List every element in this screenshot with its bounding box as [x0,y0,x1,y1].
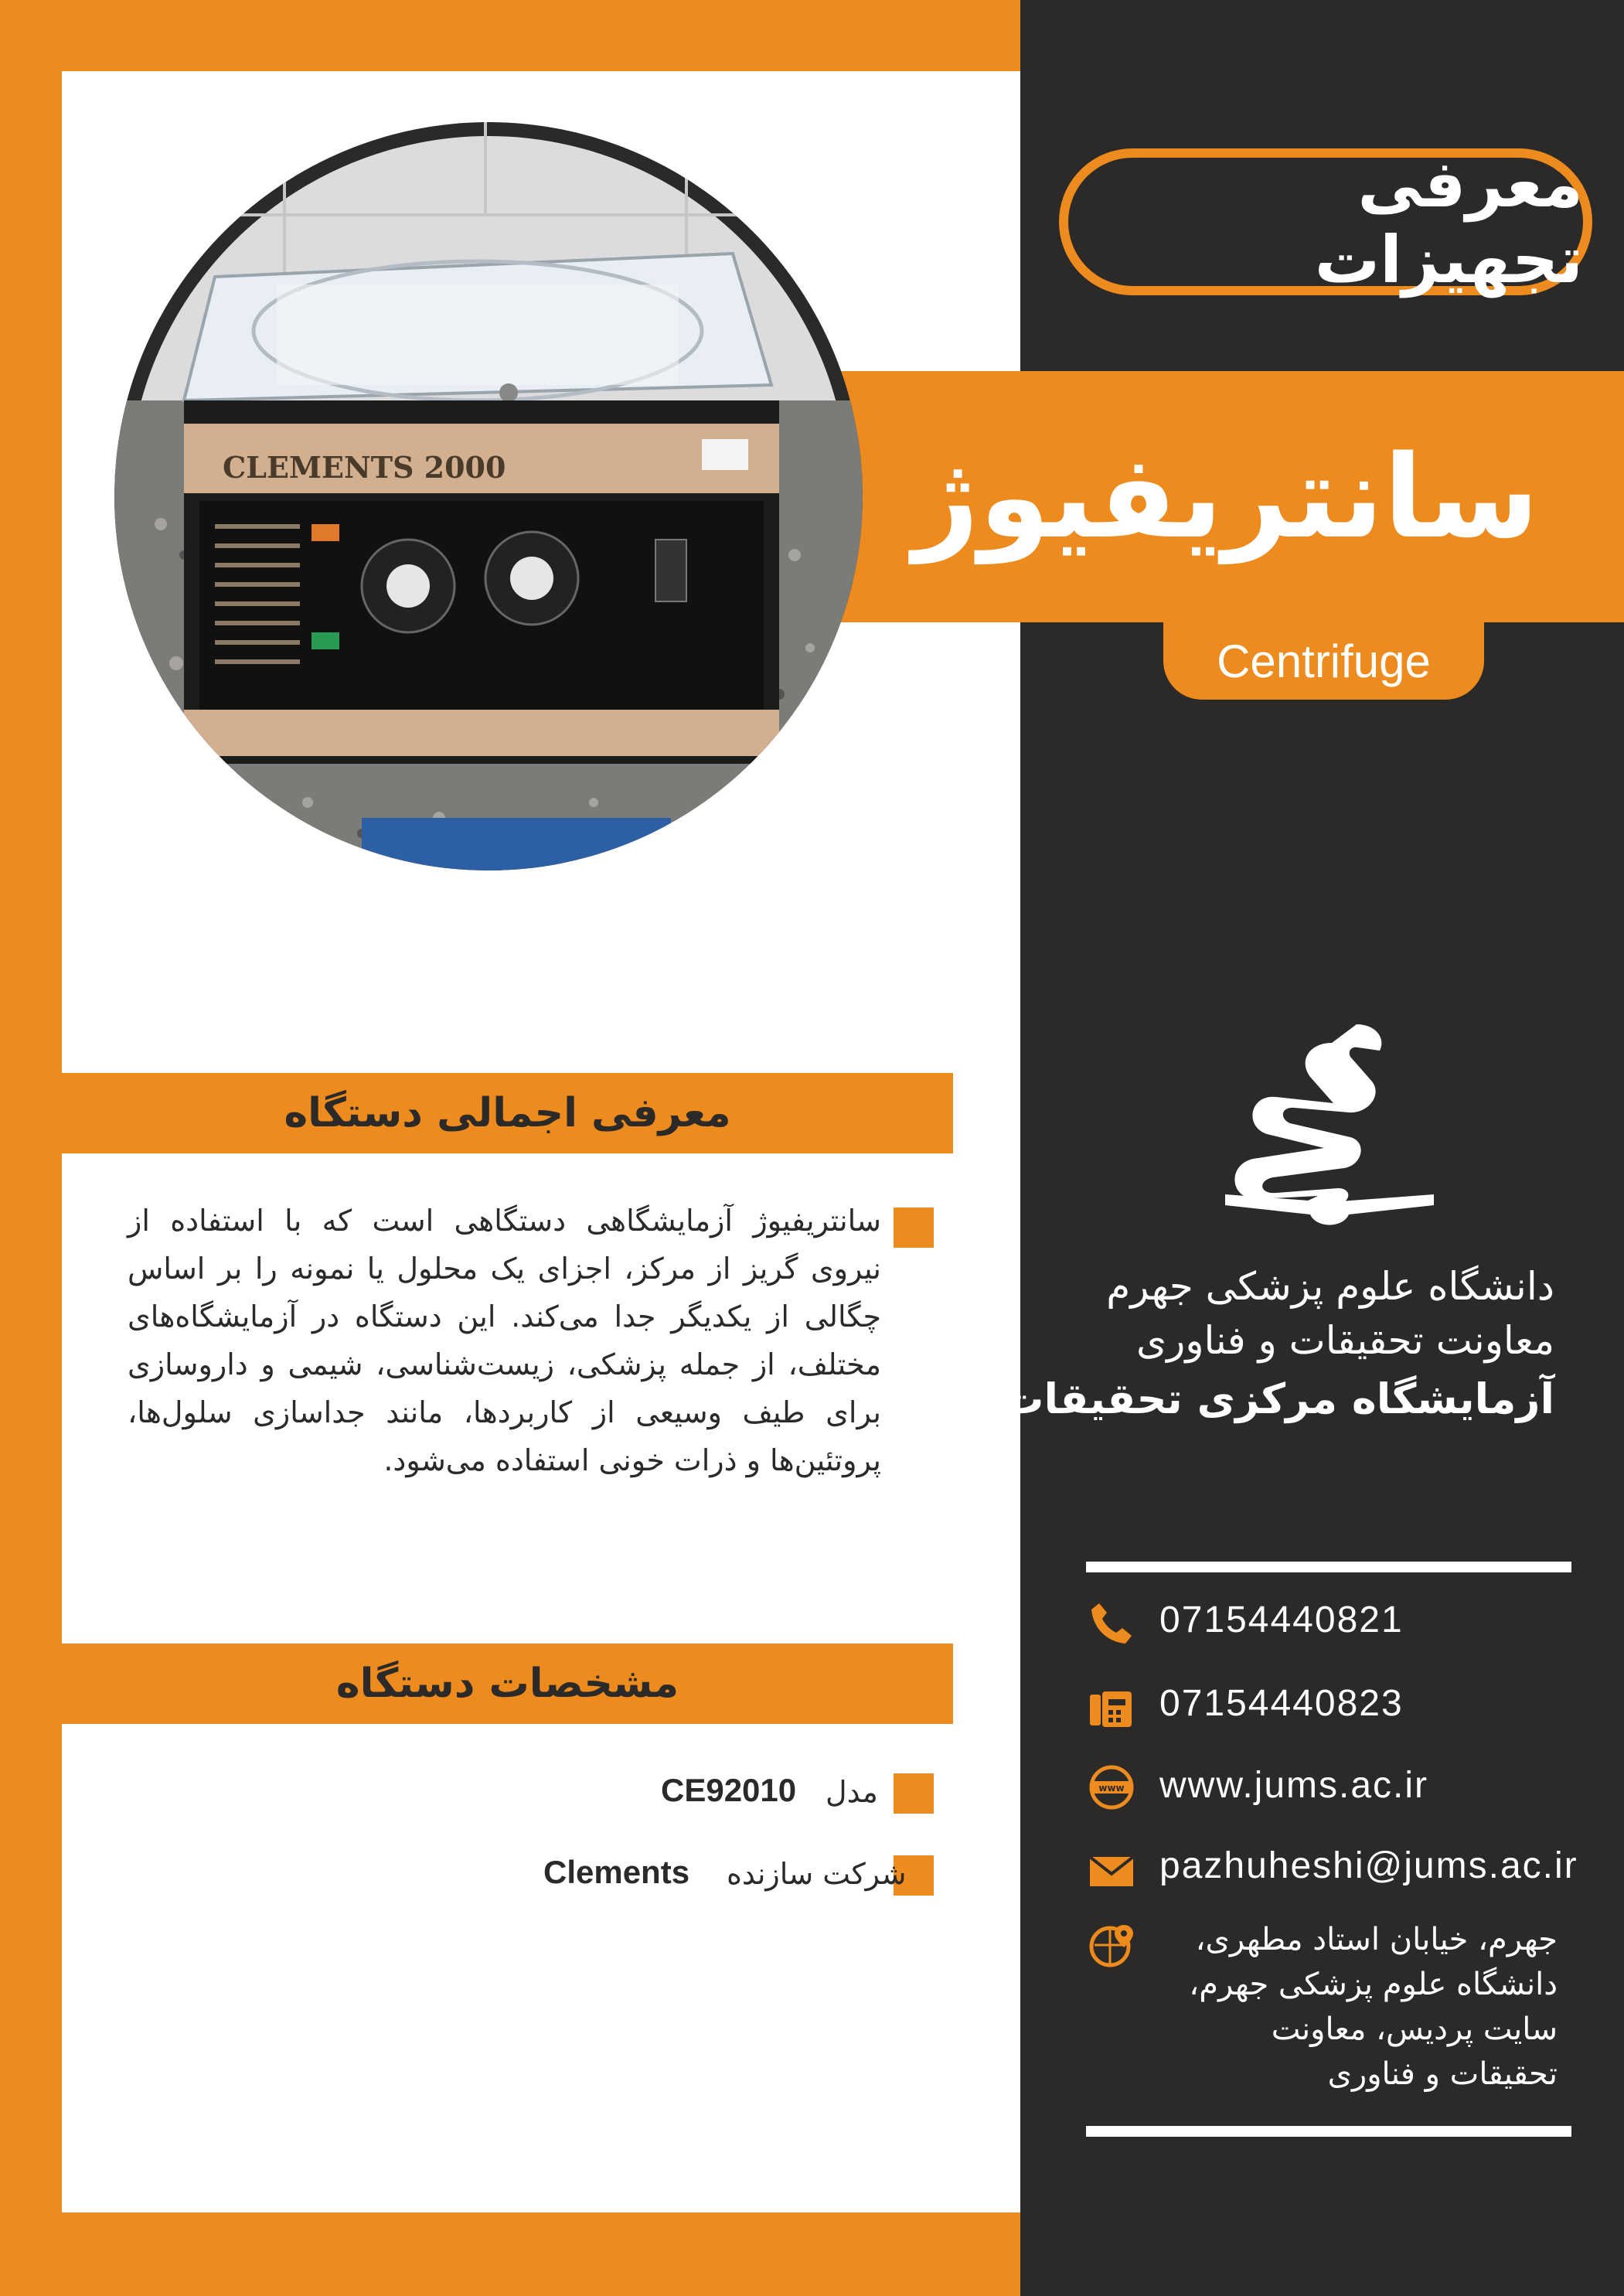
location-icon [1088,1922,1135,1968]
university-name: دانشگاه علوم پزشکی جهرم [1106,1264,1554,1309]
device-name-en-pill [1163,622,1484,700]
university-deputy: معاونت تحقیقات و فناوری [1136,1318,1554,1363]
specs-heading: مشخصات دستگاه [335,1661,679,1707]
fax-icon [1088,1684,1135,1730]
specs-heading-bar [62,1644,953,1724]
divider-bottom [1086,2126,1571,2137]
category-title-pill [1059,146,1592,298]
address-text: جهرم، خیابان استاد مطهری، دانشگاه علوم پزشکی جهرم، سایت پردیس، معاونت تحقیقات و فناوری [1189,1922,1558,2092]
overview-bullet [894,1208,934,1248]
svg-text:www: www [1098,1783,1125,1794]
website-link[interactable]: www.jums.ac.ir [1159,1765,1429,1806]
device-name-fa: سانتریفیوژ [913,430,1539,564]
device-name-en: Centrifuge [1217,635,1431,687]
spec-label-manufacturer: شرکت سازنده [727,1857,907,1891]
device-photo [114,122,863,870]
spec-value-model: CE92010 [661,1772,797,1808]
device-name-banner [835,371,1624,622]
lab-name: آزمایشگاه مرکزی تحقیقات [1002,1375,1554,1423]
fax-number[interactable]: 07154440823 [1159,1683,1404,1724]
globe-icon [1088,1764,1135,1811]
mail-icon [1088,1848,1135,1894]
spec-value-manufacturer: Clements [543,1854,690,1890]
spec-bullet-model [894,1773,934,1814]
brand-text: CLEMENTS 2000 [223,450,506,485]
spec-label-model: مدل [826,1775,878,1809]
category-title: معرفی تجهیزات [1314,146,1583,298]
overview-heading: معرفی اجمالی دستگاه [284,1090,731,1136]
divider-top [1086,1562,1571,1572]
phone-number[interactable]: 07154440821 [1159,1599,1404,1640]
email-link[interactable]: pazhuheshi@jums.ac.ir [1159,1845,1578,1886]
phone-icon [1088,1599,1135,1645]
overview-heading-bar [62,1073,953,1153]
centrifuge-illustration [114,122,863,870]
overview-text: سانتریفیوژ آزمایشگاهی دستگاهی است که با استفاده از نیروی گریز از مرکز، اجزای یک محلول یا نمونه را بر اساس چگالی از یکدیگر جدا می‌کند. این دستگاه در آزمایشگاه‌های مختلف، از جمله پزشکی، زیست‌شناسی، شیمی و داروسازی برای طیف وسیعی از کاربردها، مانند جداسازی سلول‌ها، پروتئین‌ها و ذرات خونی استفاده می‌شود. [128,1204,881,1477]
university-logo-icon [1225,1024,1434,1248]
